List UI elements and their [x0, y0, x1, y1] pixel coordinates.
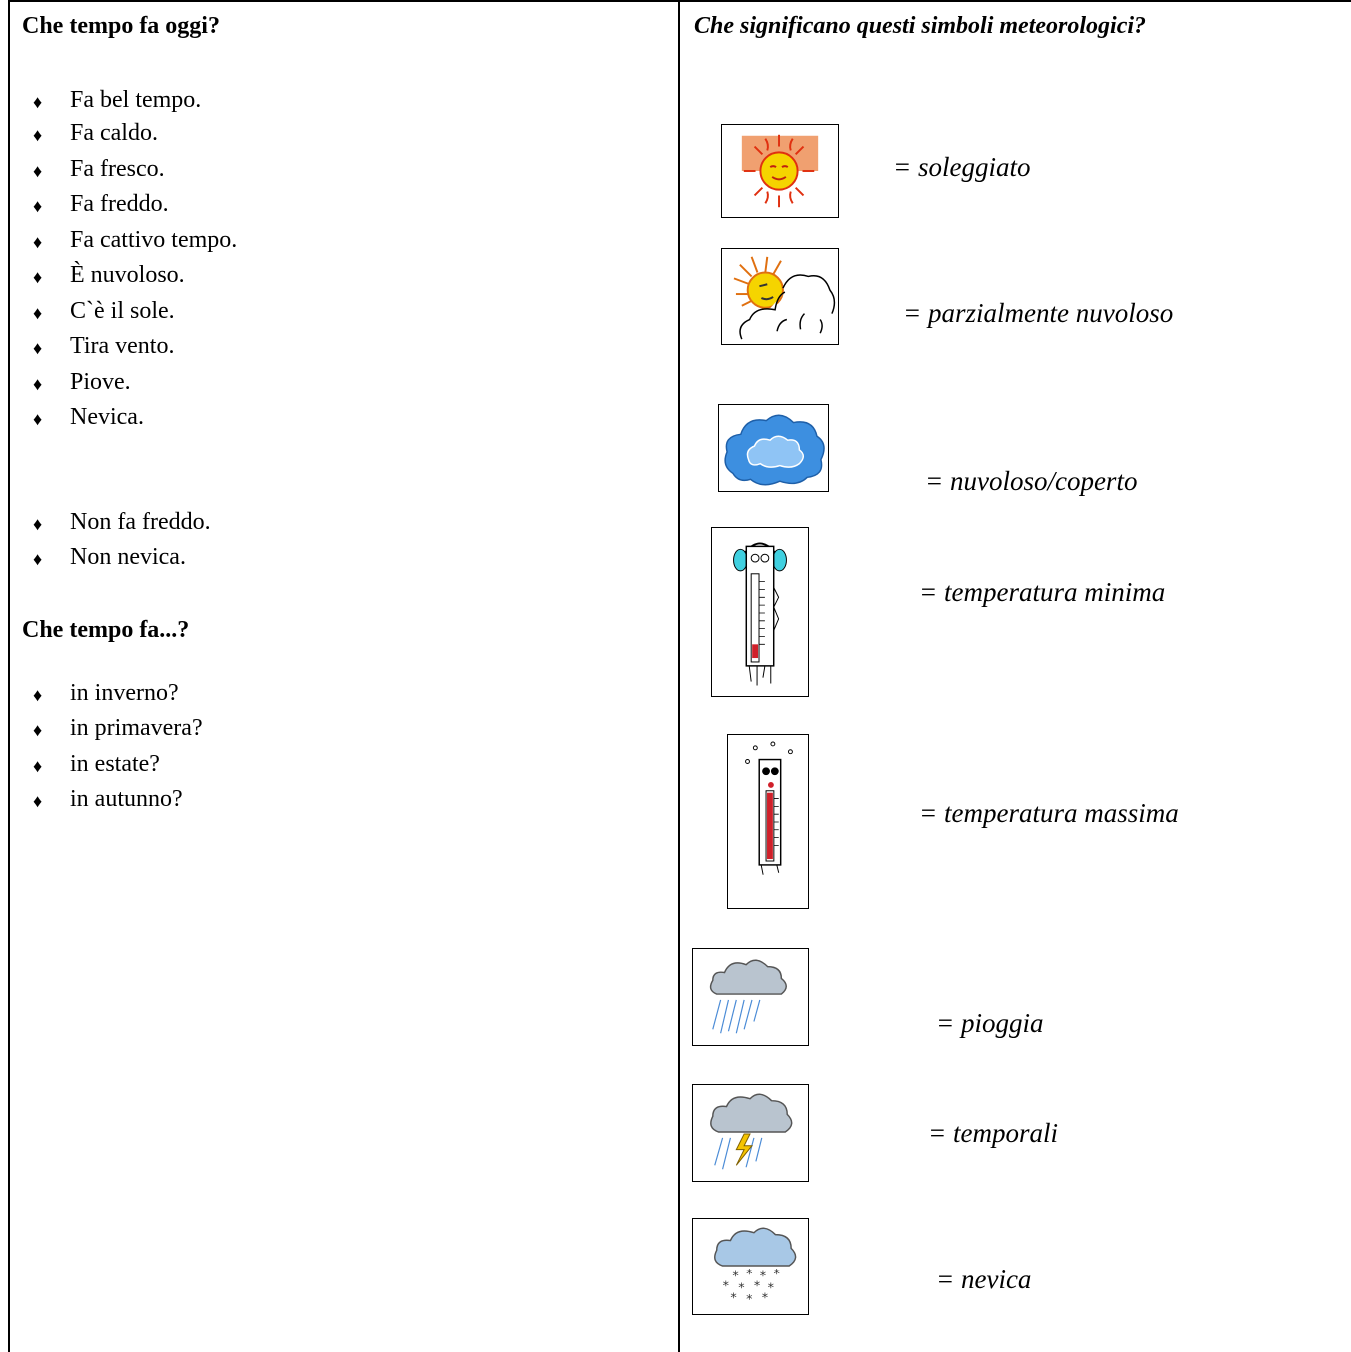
symbol-label: = parzialmente nuvoloso: [903, 298, 1174, 328]
list-item: in estate?: [70, 751, 160, 777]
bullet-icon: ♦: [33, 791, 43, 811]
list-item: in inverno?: [70, 680, 179, 706]
list-item: Piove.: [70, 369, 131, 395]
sun-icon: [721, 124, 839, 218]
svg-text:*: *: [738, 1280, 745, 1296]
svg-text:*: *: [746, 1266, 753, 1282]
list-item: Fa cattivo tempo.: [70, 227, 238, 253]
svg-text:*: *: [732, 1268, 739, 1284]
partly-cloudy-icon: [721, 248, 839, 345]
symbol-label: = soleggiato: [893, 152, 1031, 182]
bullet-icon: ♦: [33, 720, 43, 740]
bullet-icon: ♦: [33, 756, 43, 776]
list-item: Nevica.: [70, 404, 144, 430]
symbol-label: = nevica: [936, 1264, 1032, 1294]
column-divider: [678, 0, 680, 1352]
list-item: C`è il sole.: [70, 298, 175, 324]
bullet-icon: ♦: [33, 125, 43, 145]
svg-text:*: *: [773, 1266, 780, 1282]
symbol-label: = nuvoloso/coperto: [925, 466, 1138, 496]
svg-text:*: *: [767, 1280, 774, 1296]
bullet-icon: ♦: [33, 409, 43, 429]
symbol-label: = temperatura minima: [919, 577, 1166, 607]
svg-text:*: *: [722, 1278, 729, 1294]
symbol-label: = pioggia: [936, 1008, 1044, 1038]
svg-text:*: *: [761, 1290, 769, 1306]
bullet-icon: ♦: [33, 338, 43, 358]
cold-thermometer-icon: [711, 527, 809, 697]
bullet-icon: ♦: [33, 549, 43, 569]
list-item: Fa freddo.: [70, 191, 169, 217]
list-item: Tira vento.: [70, 333, 175, 359]
heading-symbols: Che significano questi simboli meteorologici?: [694, 13, 1147, 39]
rain-icon: [692, 948, 809, 1046]
bullet-icon: ♦: [33, 514, 43, 534]
svg-text:*: *: [753, 1278, 761, 1294]
bullet-icon: ♦: [33, 232, 43, 252]
hot-thermometer-icon: [727, 734, 809, 909]
svg-text:*: *: [759, 1268, 767, 1284]
list-item: in primavera?: [70, 715, 203, 741]
bullet-icon: ♦: [33, 161, 43, 181]
svg-text:*: *: [746, 1292, 753, 1308]
symbol-label: = temporali: [928, 1118, 1058, 1148]
list-item: Non fa freddo.: [70, 509, 211, 535]
bullet-icon: ♦: [33, 374, 43, 394]
list-item: È nuvoloso.: [70, 262, 185, 288]
bullet-icon: ♦: [33, 196, 43, 216]
bullet-icon: ♦: [33, 92, 43, 112]
heading-season: Che tempo fa...?: [22, 617, 190, 643]
thunderstorm-icon: [692, 1084, 809, 1182]
list-item: Fa caldo.: [70, 120, 158, 146]
snow-icon: [692, 1218, 809, 1315]
list-item: Fa bel tempo.: [70, 87, 202, 113]
svg-text:*: *: [730, 1290, 737, 1306]
bullet-icon: ♦: [33, 267, 43, 287]
heading-today: Che tempo fa oggi?: [22, 13, 220, 39]
symbol-label: = temperatura massima: [919, 798, 1179, 828]
list-item: in autunno?: [70, 786, 183, 812]
bullet-icon: ♦: [33, 685, 43, 705]
bullet-icon: ♦: [33, 303, 43, 323]
list-item: Non nevica.: [70, 544, 186, 570]
cloud-icon: [718, 404, 829, 492]
list-item: Fa fresco.: [70, 156, 165, 182]
